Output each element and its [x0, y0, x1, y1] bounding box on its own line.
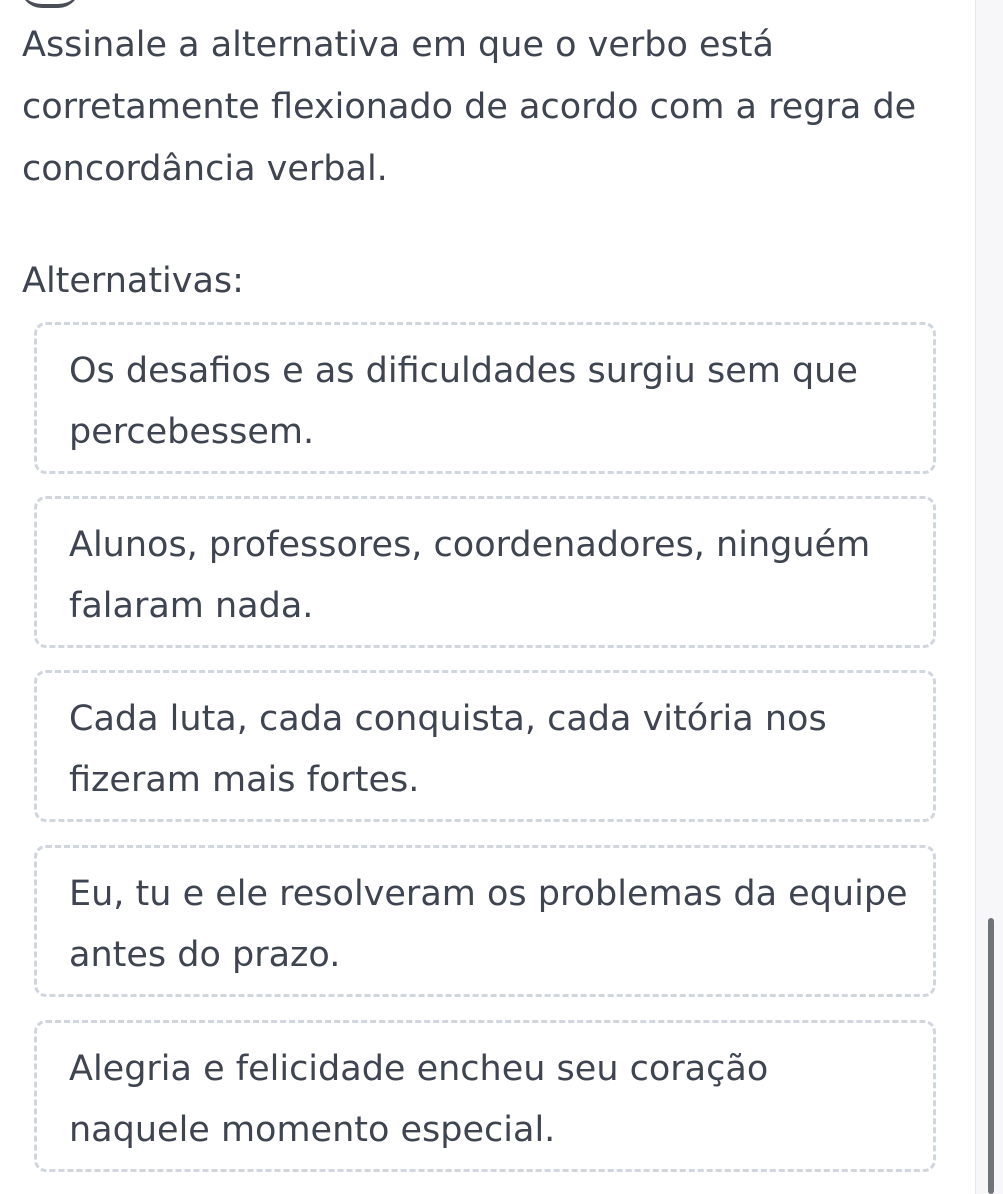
- alternative-option-text: Alegria e felicidade encheu seu coração naquele momento especial.: [69, 1049, 769, 1150]
- alternative-option-text: Cada luta, cada conquista, cada vitória nos fizeram mais fortes.: [69, 699, 827, 800]
- top-edge-decoration: [20, 0, 80, 8]
- scrollbar-track[interactable]: [975, 0, 1003, 1194]
- question-text: Assinale a alternativa em que o verbo está corretamente flexionado de acordo com a regra de concordância verbal.: [22, 25, 917, 189]
- alternative-option-3[interactable]: [34, 670, 936, 822]
- alternative-option-4[interactable]: [34, 845, 936, 997]
- alternative-option-text: Os desafios e as dificuldades surgiu sem que percebessem.: [69, 351, 858, 452]
- alternatives-heading: Alternativas:: [22, 261, 244, 301]
- scrollbar-thumb[interactable]: [988, 918, 994, 1194]
- alternative-option-5[interactable]: [34, 1020, 936, 1172]
- alternative-option-1[interactable]: [34, 322, 936, 474]
- alternative-option-text: Eu, tu e ele resolveram os problemas da equipe antes do prazo.: [69, 874, 908, 975]
- alternative-option-text: Alunos, professores, coordenadores, ninguém falaram nada.: [69, 525, 871, 626]
- alternative-option-2[interactable]: [34, 496, 936, 648]
